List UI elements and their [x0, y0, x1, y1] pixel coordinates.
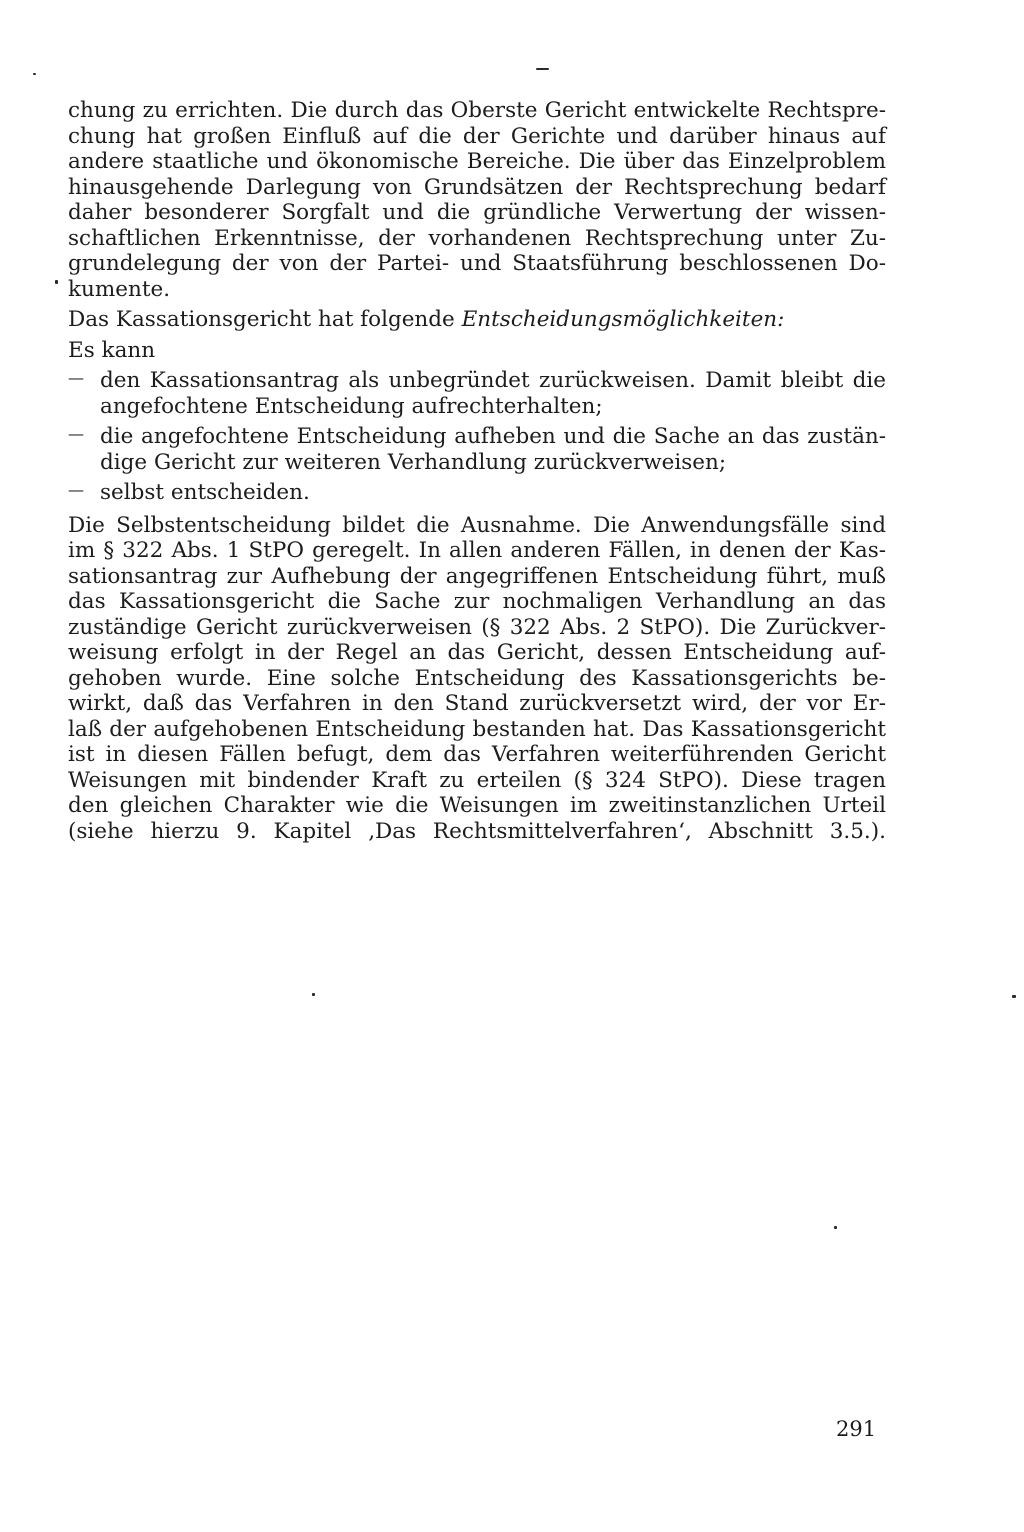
scan-mark — [312, 993, 315, 996]
scan-mark — [536, 68, 549, 70]
text-column — [68, 98, 886, 844]
text-line: daher besonderer Sorgfalt und die gründliche Verwertung der wissen- — [68, 200, 886, 225]
page-number: 291 — [836, 1417, 877, 1441]
emphasis-term: Entscheidungsmöglichkeiten: — [461, 307, 785, 332]
text-line: hinausgehende Darlegung von Grundsätzen der Rechtsprechung bedarf — [68, 174, 886, 200]
list-item — [68, 480, 886, 506]
text-line: selbst entscheiden. — [100, 480, 310, 505]
text-line: den gleichen Charakter wie die Weisungen im zweitinstanzlichen Urteil — [68, 793, 886, 818]
options-list — [68, 368, 886, 506]
intro-text: Das Kassationsgericht hat folgende — [68, 307, 462, 332]
text-line: die angefochtene Entscheidung aufheben und die Sache an das zustän- — [100, 424, 886, 449]
text-line: das Kassationsgericht die Sache zur nochmaligen Verhandlung an das — [68, 589, 886, 614]
text-line: chung zu errichten. Die durch das Oberste Gericht entwickelte Rechtspre- — [68, 98, 886, 123]
text-line: den Kassationsantrag als unbegründet zurückweisen. Damit bleibt die — [100, 368, 886, 393]
text-line: gehoben wurde. Eine solche Entscheidung des Kassationsgerichts be- — [68, 665, 886, 691]
text-line: dige Gericht zur weiteren Verhandlung zurückverweisen; — [100, 449, 727, 475]
text-line: wirkt, daß das Verfahren in den Stand zurückversetzt wird, der vor Er- — [68, 691, 886, 716]
text-line: (siehe hierzu 9. Kapitel ‚Das Rechtsmittelverfahren‘, Abschnitt 3.5.). — [68, 818, 886, 844]
list-item — [68, 368, 886, 419]
text-line: laß der aufgehobenen Entscheidung bestanden hat. Das Kassationsgericht — [68, 716, 886, 742]
text-line: chung hat großen Einfluß auf die der Gerichte und darüber hinaus auf — [68, 123, 886, 149]
scan-mark — [834, 1226, 837, 1229]
text-line: ist in diesen Fällen befugt, dem das Verfahren weiterführenden Gericht — [68, 742, 886, 767]
paragraph-self-decision — [68, 513, 886, 845]
list-lead-in: Es kann — [68, 337, 156, 363]
text-line: Die Selbstentscheidung bildet die Ausnahme. Die Anwendungsfälle sind — [68, 512, 886, 538]
text-line: im § 322 Abs. 1 StPO geregelt. In allen anderen Fällen, in denen der Kas- — [68, 538, 886, 563]
text-line: kumente. — [68, 276, 171, 302]
text-line: weisung erfolgt in der Regel an das Gericht, dessen Entscheidung auf- — [68, 640, 886, 665]
text-line: sationsantrag zur Aufhebung der angegriffenen Entscheidung führt, muß — [68, 563, 886, 589]
text-line: Weisungen mit bindender Kraft zu erteilen (§ 324 StPO). Diese tragen — [68, 767, 886, 793]
scan-mark — [1012, 995, 1016, 998]
text-line: zuständige Gericht zurückverweisen (§ 322 Abs. 2 StPO). Die Zurückver- — [68, 614, 886, 640]
text-line: angefochtene Entscheidung aufrechterhalten; — [100, 393, 603, 419]
text-line: schaftlichen Erkenntnisse, der vorhandenen Rechtsprechung unter Zu- — [68, 225, 886, 251]
dash-bullet: — — [68, 424, 84, 443]
list-item — [68, 424, 886, 475]
dash-bullet: — — [68, 480, 84, 499]
paragraph-continued — [68, 98, 886, 302]
scan-mark — [55, 280, 58, 284]
decision-options-intro — [68, 307, 886, 333]
text-line: grundelegung der von der Partei- und Staatsführung beschlossenen Do- — [68, 251, 886, 276]
dash-bullet: — — [68, 368, 84, 387]
scan-mark — [33, 73, 36, 75]
text-line: andere staatliche und ökonomische Bereiche. Die über das Einzelproblem — [68, 149, 886, 174]
